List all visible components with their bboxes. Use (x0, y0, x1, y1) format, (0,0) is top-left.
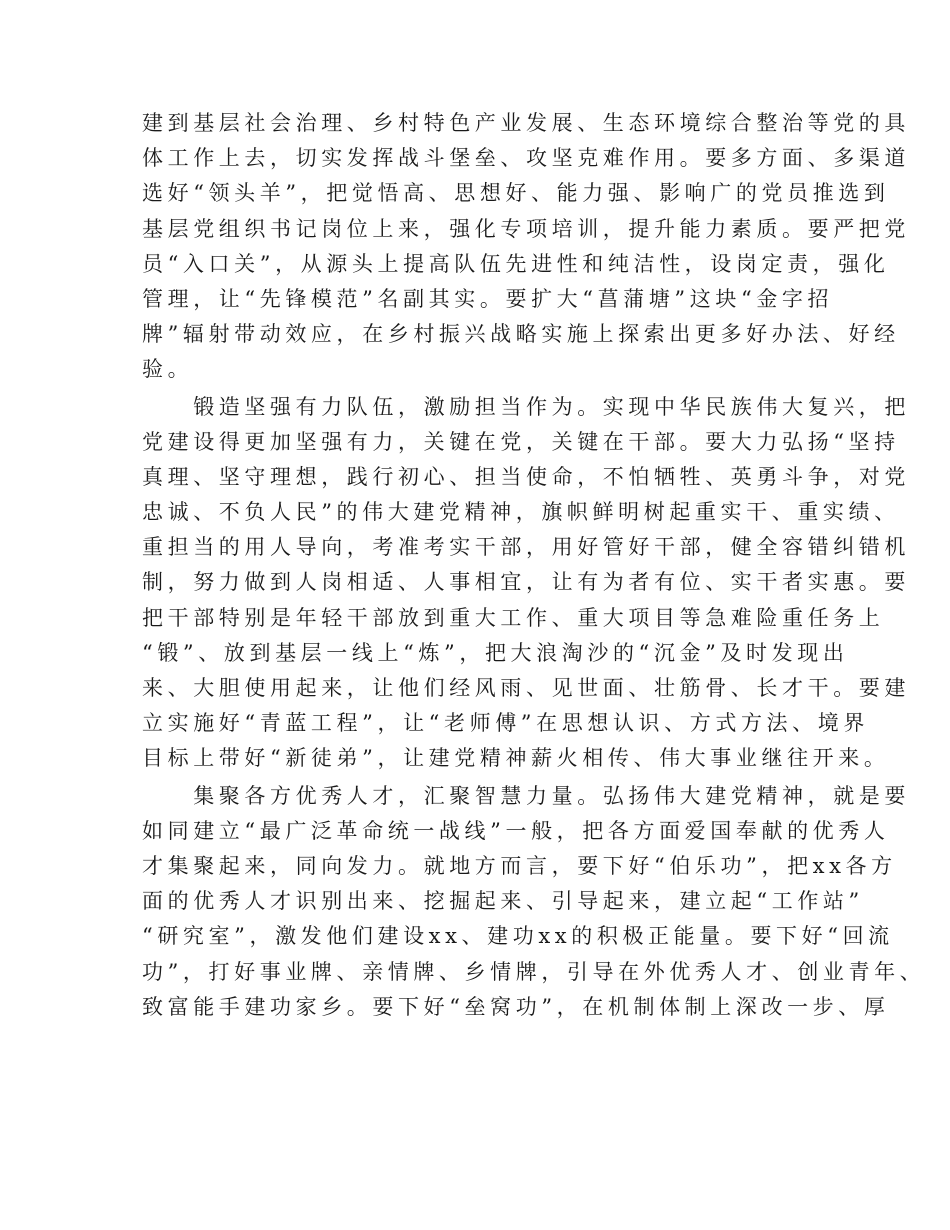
text-line: 重担当的用人导向，考准考实干部，用好管好干部，健全容错纠错机 (142, 535, 910, 560)
text-line: 验。 (142, 357, 194, 382)
text-line: 忠诚、不负人民”的伟大建党精神，旗帜鲜明树起重实干、重实绩、 (142, 500, 900, 525)
text-line: 员“入口关”，从源头上提高队伍先进性和纯洁性，设岗定责，强化 (142, 251, 890, 276)
paragraph-grassroots-party-organization (142, 106, 910, 388)
text-line: 来、大胆使用起来，让他们经风雨、见世面、壮筋骨、长才干。要建 (142, 676, 910, 700)
text-line: 目标上带好“新徒弟”，让建党精神薪火相传、伟大事业继往开来。 (142, 746, 890, 771)
text-line: 党建设得更加坚强有力，关键在党，关键在干部。要大力弘扬“坚持 (142, 429, 900, 454)
text-line: 建到基层社会治理、乡村特色产业发展、生态环境综合整治等党的具 (142, 111, 910, 135)
paragraph-cadre-team-building (142, 390, 910, 777)
text-line: 真理、坚守理想，践行初心、担当使命，不怕牺牲、英勇斗争，对党 (142, 464, 910, 489)
text-line: 制，努力做到人岗相适、人事相宜，让有为者有位、实干者实惠。要 (142, 570, 910, 595)
paragraph-talent-gathering (142, 779, 926, 1025)
text-line: 体工作上去，切实发挥战斗堡垒、攻坚克难作用。要多方面、多渠道 (142, 146, 910, 171)
text-line: “研究室”，激发他们建设xx、建功xx的积极正能量。要下好“回流 (142, 924, 894, 949)
text-line: 选好“领头羊”，把觉悟高、思想好、能力强、影响广的党员推选到 (142, 181, 890, 206)
text-line: 管理，让“先锋模范”名副其实。要扩大“菖蒲塘”这块“金字招 (142, 286, 834, 311)
text-line: 把干部特别是年轻干部放到重大工作、重大项目等急难险重任务上 (142, 605, 885, 630)
text-line: 基层党组织书记岗位上来，强化专项培训，提升能力素质。要严把党 (142, 216, 910, 241)
document-page (142, 106, 926, 1025)
text-line: “锻”、放到基层一线上“炼”，把大浪淘沙的“沉金”及时发现出 (142, 640, 849, 665)
text-line: 面的优秀人才识别出来、挖掘起来、引导起来，建立起“工作站” (142, 889, 864, 914)
text-line: 立实施好“青蓝工程”，让“老师傅”在思想认识、方式方法、境界 (142, 711, 869, 736)
text-line: 锻造坚强有力队伍，激励担当作为。实现中华民族伟大复兴，把 (142, 394, 910, 419)
text-line: 牌”辐射带动效应，在乡村振兴战略实施上探索出更多好办法、好经 (142, 322, 900, 347)
text-line: 如同建立“最广泛革命统一战线”一般，把各方面爱国奉献的优秀人 (142, 818, 890, 843)
text-line: 功”，打好事业牌、亲情牌、乡情牌，引导在外优秀人才、创业青年、 (142, 959, 926, 984)
text-line: 集聚各方优秀人才，汇聚智慧力量。弘扬伟大建党精神，就是要 (142, 783, 910, 808)
text-line: 才集聚起来，同向发力。就地方而言，要下好“伯乐功”，把xx各方 (142, 853, 897, 878)
text-line: 致富能手建功家乡。要下好“垒窝功”，在机制体制上深改一步、厚 (142, 994, 890, 1019)
